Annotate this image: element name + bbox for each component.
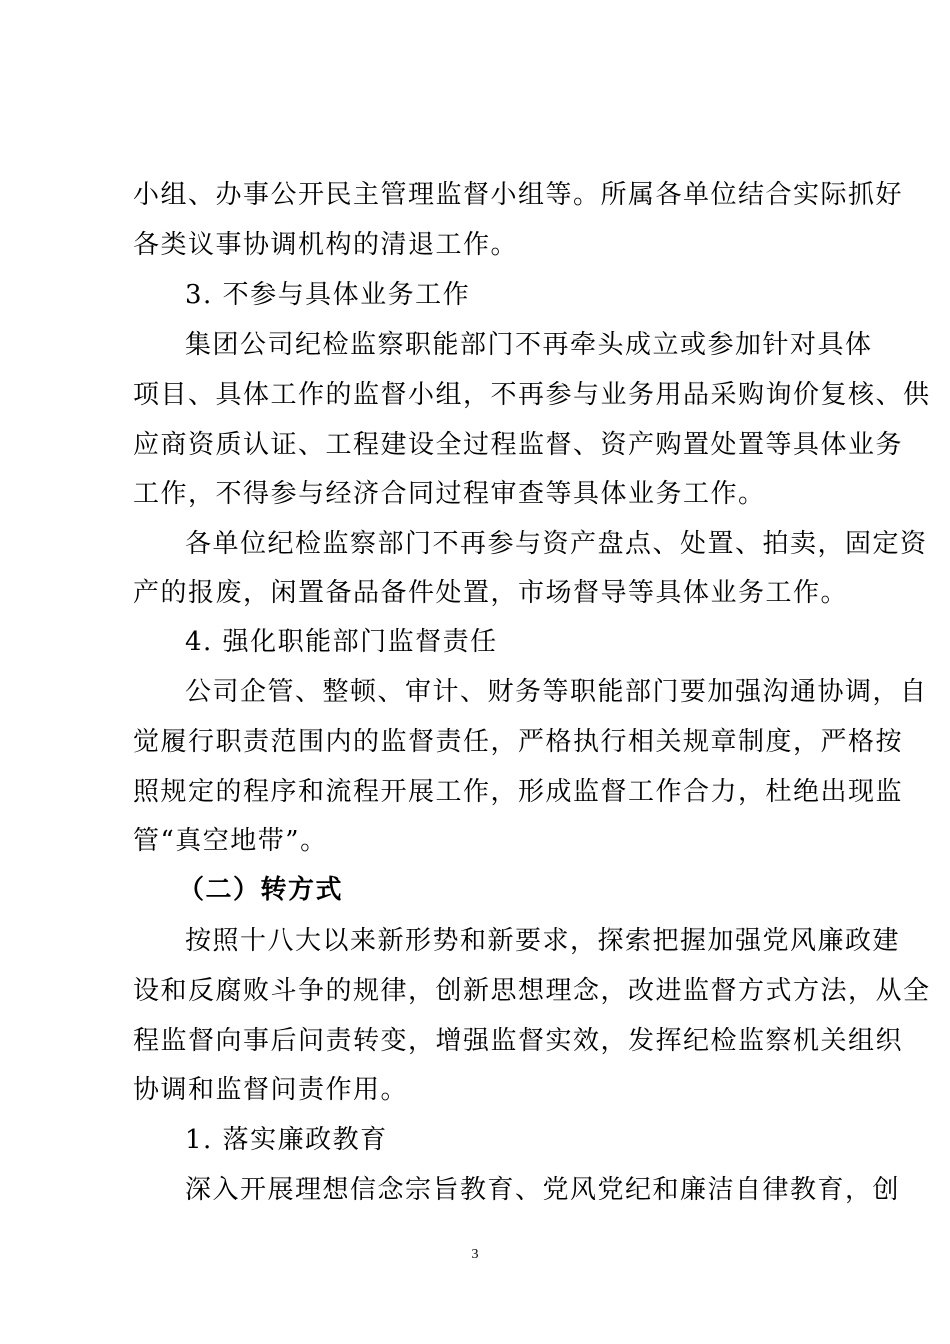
- body-line-5: 项目、具体工作的监督小组，不再参与业务用品采购询价复核、供: [133, 380, 931, 410]
- body-line-12: 觉履行职责范围内的监督责任，严格执行相关规章制度，严格按: [133, 727, 904, 757]
- body-line-4: 集团公司纪检监察职能部门不再牵头成立或参加针对具体: [185, 330, 873, 360]
- body-line-1: 小组、办事公开民主管理监督小组等。所属各单位结合实际抓好: [133, 180, 904, 210]
- body-line-9: 产的报废，闲置备品备件处置，市场督导等具体业务工作。: [133, 578, 849, 608]
- subheading-3: 3. 不参与具体业务工作: [185, 280, 471, 310]
- body-line-7: 工作，不得参与经济合同过程审查等具体业务工作。: [133, 479, 766, 509]
- section-heading: （二）转方式: [178, 875, 344, 905]
- page-number: 3: [471, 1247, 479, 1262]
- body-line-8: 各单位纪检监察部门不再参与资产盘点、处置、拍卖，固定资: [185, 529, 928, 559]
- body-line-18: 程监督向事后问责转变，增强监督实效，发挥纪检监察机关组织: [133, 1026, 904, 1056]
- body-line-13: 照规定的程序和流程开展工作，形成监督工作合力，杜绝出现监: [133, 777, 904, 807]
- body-line-2: 各类议事协调机构的清退工作。: [133, 230, 519, 260]
- body-line-14: 管“真空地带”。: [133, 826, 328, 856]
- body-line-11: 公司企管、整顿、审计、财务等职能部门要加强沟通协调，自: [185, 677, 928, 707]
- body-line-17: 设和反腐败斗争的规律，创新思想理念，改进监督方式方法，从全: [133, 976, 931, 1006]
- body-line-21: 深入开展理想信念宗旨教育、党风党纪和廉洁自律教育，创: [185, 1175, 901, 1205]
- body-line-6: 应商资质认证、工程建设全过程监督、资产购置处置等具体业务: [133, 430, 904, 460]
- body-line-19: 协调和监督问责作用。: [133, 1075, 409, 1105]
- subheading-1: 1. 落实廉政教育: [185, 1125, 388, 1155]
- body-line-16: 按照十八大以来新形势和新要求，探索把握加强党风廉政建: [185, 926, 901, 956]
- subheading-4: 4. 强化职能部门监督责任: [185, 627, 498, 657]
